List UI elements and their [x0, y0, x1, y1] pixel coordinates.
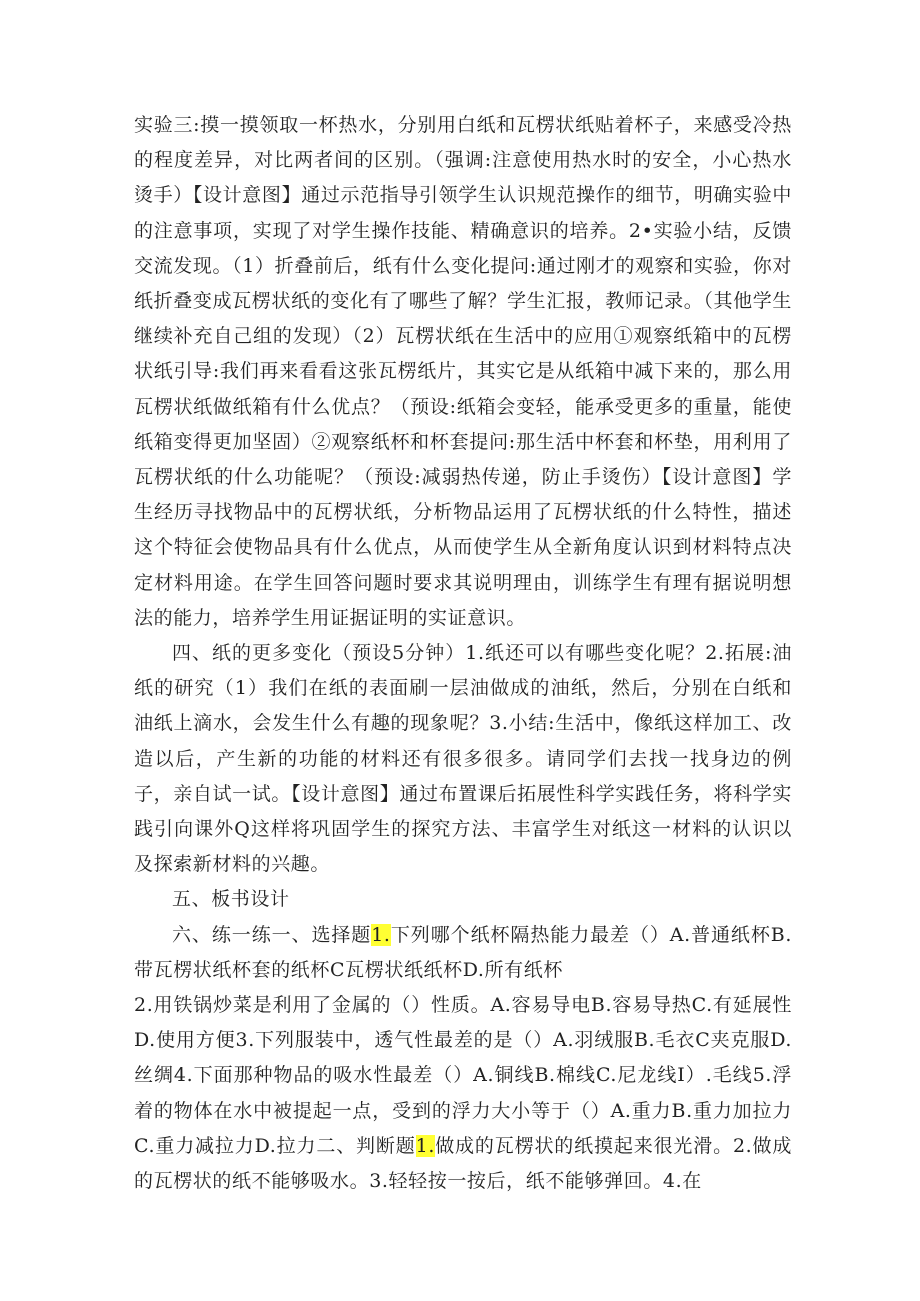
exercise-heading: 六、练一练一、选择题 [172, 923, 372, 946]
choice-questions-text: 2.用铁锅炒菜是利用了金属的（）性质。A.容易导电B.容易导热C.有延展性D.使用方便3.下列服装中，透气性最差的是（）A.羽绒服B.毛衣C夹克服D.丝绸4.下面那种物品的吸水性最差（）A.铜线B.棉线C.尼龙线I）.毛线5.浮着的物体在水中被提起一点，受到的浮力大小等于（）A.重力B.重力加拉力C.重力减拉力D.拉力二、判断题 [134, 994, 792, 1157]
paragraph-paper-changes: 四、纸的更多变化（预设5分钟）1.纸还可以有哪些变化呢？2.拓展:油纸的研究（1）我们在纸的表面刷一层油做成的油纸，然后，分别在白纸和油纸上滴水，会发生什么有趣的现象呢？3.小结:生活中，像纸这样加工、改造以后，产生新的功能的材料还有很多很多。请同学们去找一找身边的例子，亲自试一试。【设计意图】通过布置课后拓展性科学实践任务，将科学实践引向课外Q这样将巩固学生的探究方法、丰富学生对纸这一材料的认识以及探索新材料的兴趣。 [134, 642, 792, 876]
document-body [134, 108, 792, 1199]
highlighted-number: 1. [371, 923, 391, 946]
paragraph-choice-questions [134, 988, 792, 1199]
paragraph-experiment-three: 实验三:摸一摸领取一杯热水，分别用白纸和瓦楞状纸贴着杯子，来感受冷热的程度差异，对比两者间的区别。（强调:注意使用热水时的安全，小心热水烫手）【设计意图】通过示范指导引领学生认识规范操作的细节，明确实验中的注意事项，实现了对学生操作技能、精确意识的培养。2•实验小结，反馈交流发现。（1）折叠前后，纸有什么变化提问:通过刚才的观察和实验，你对纸折叠变成瓦楞状纸的变化有了哪些了解？学生汇报，教师记录。（其他学生继续补充自己组的发现）（2）瓦楞状纸在生活中的应用①观察纸箱中的瓦楞状纸引导:我们再来看看这张瓦楞纸片，其实它是从纸箱中减下来的，那么用瓦楞状纸做纸箱有什么优点？（预设:纸箱会变轻，能承受更多的重量，能使纸箱变得更加坚固）②观察纸杯和杯套提问:那生活中杯套和杯垫，用利用了瓦楞状纸的什么功能呢？（预设:减弱热传递，防止手烫伤）【设计意图】学生经历寻找物品中的瓦楞状纸，分析物品运用了瓦楞状纸的什么特性，描述这个特征会使物品具有什么优点，从而使学生从全新角度认识到材料特点决定材料用途。在学生回答问题时要求其说明理由，训练学生有理有据说明想法的能力，培养学生用证据证明的实证意识。 [134, 114, 792, 629]
exercise-question-one: 下列哪个纸杯隔热能力最差（）A.普通纸杯B.带瓦楞状纸杯套的纸杯C瓦楞状纸纸杯D.所有纸杯 [134, 923, 792, 981]
paragraph-board-design: 五、板书设计 [172, 888, 290, 911]
highlighted-number: 1. [415, 1134, 435, 1157]
judgment-questions-text: 做成的瓦楞状的纸摸起来很光滑。2.做成的瓦楞状的纸不能够吸水。3.轻轻按一按后，纸不能够弹回。4.在 [134, 1134, 792, 1193]
paragraph-exercises [134, 918, 792, 988]
